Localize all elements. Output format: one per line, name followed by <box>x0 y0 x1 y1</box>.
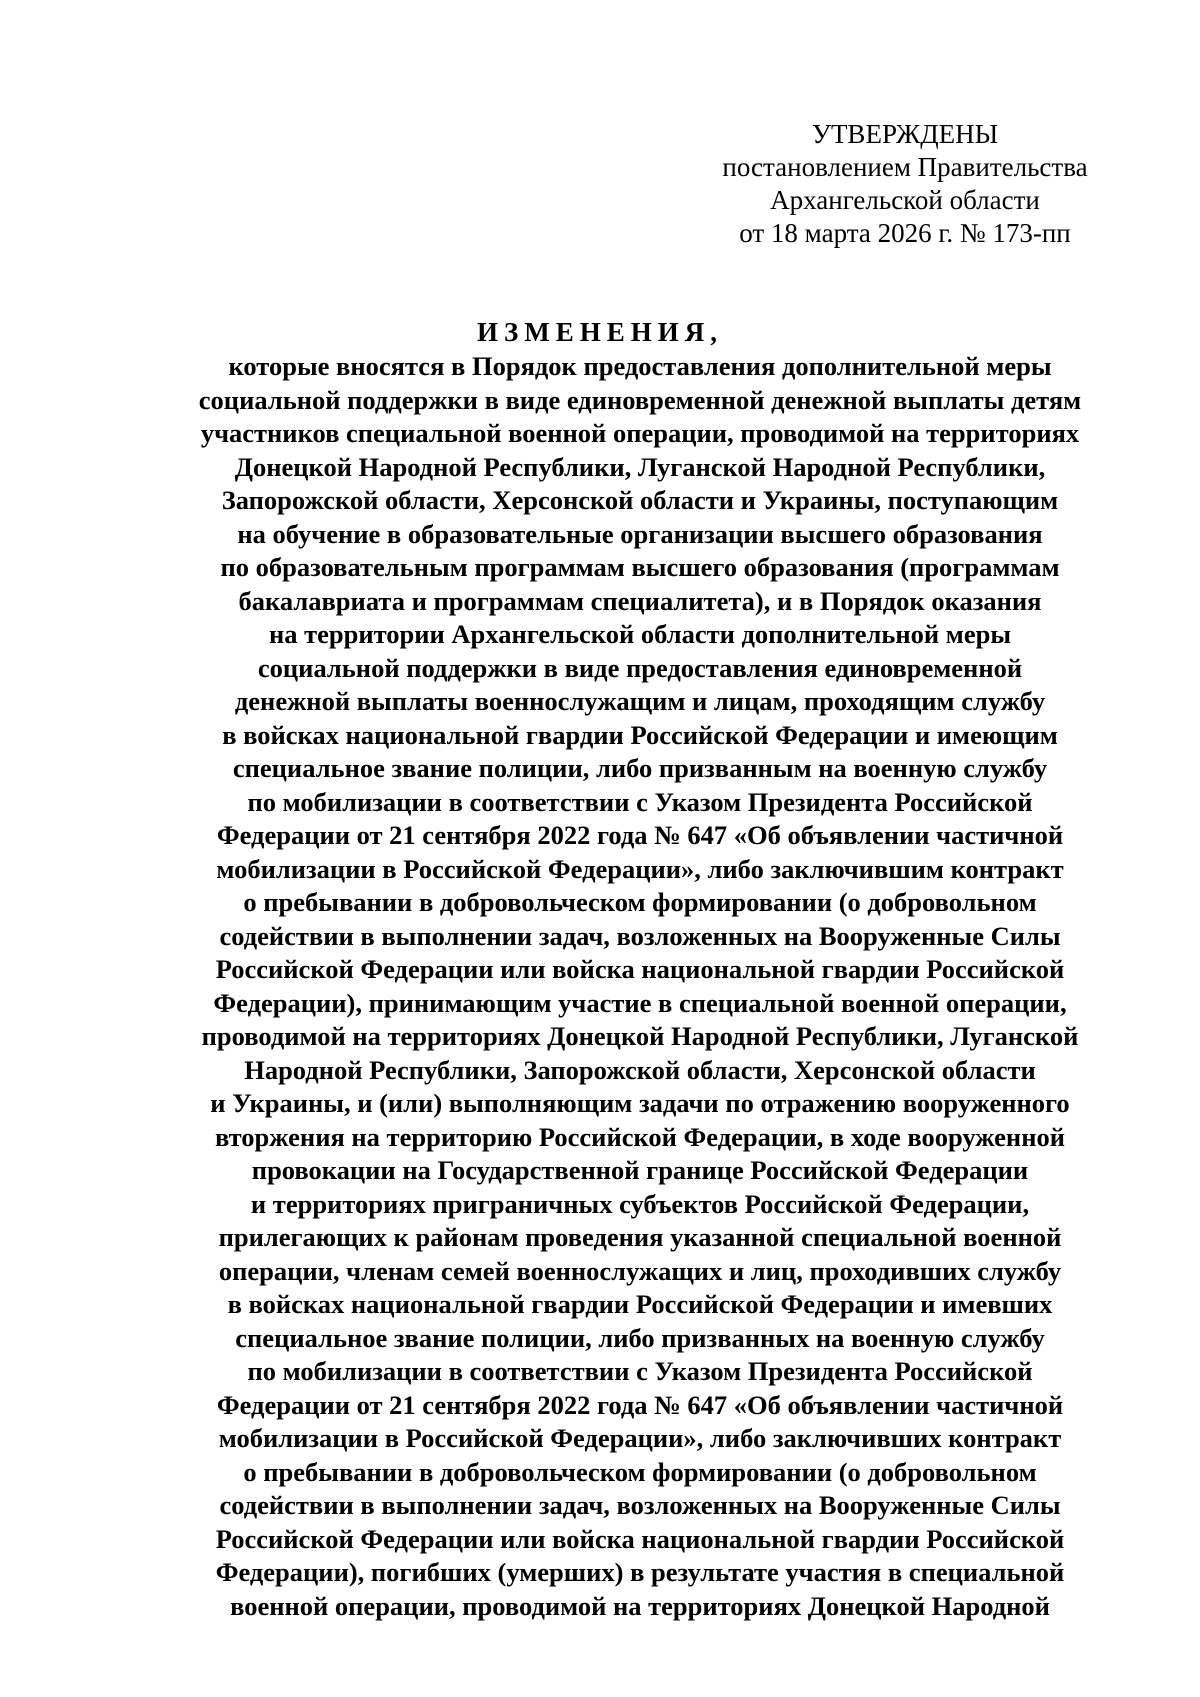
document-subtitle <box>140 350 1140 1623</box>
approval-stamp <box>690 118 1120 250</box>
subtitle-line: денежной выплаты военнослужащим и лицам, проходящим службу <box>234 686 1046 716</box>
subtitle-line: проводимой на территориях Донецкой Народной Республики, Луганской <box>201 1021 1079 1051</box>
subtitle-line: специальное звание полиции, либо призванных на военную службу <box>235 1322 1045 1353</box>
subtitle-line: Донецкой Народной Республики, Луганской Народной Республики, <box>234 451 1046 482</box>
subtitle-line: Российской Федерации или войска национальной гвардии Российской <box>215 954 1065 984</box>
subtitle-line: Федерации), погибших (умерших) в результате участия в специальной <box>215 1557 1065 1587</box>
subtitle-line: специальное звание полиции, либо призванным на военную службу <box>232 753 1048 783</box>
subtitle-line: которые вносятся в Порядок предоставления дополнительной меры <box>228 351 1052 381</box>
subtitle-line: и территориях приграничных субъектов Российской Федерации, <box>250 1188 1030 1219</box>
subtitle-line: в войсках национальной гвардии Российской Федерации и имеющим <box>222 719 1058 750</box>
subtitle-line: мобилизации в Российской Федерации», либо заключивших контракт <box>218 1423 1062 1453</box>
subtitle-line: участников специальной военной операции, проводимой на территориях <box>200 418 1080 448</box>
approval-line: Архангельской области <box>770 185 1040 215</box>
subtitle-line: Федерации), принимающим участие в специальной военной операции, <box>213 987 1067 1018</box>
subtitle-line: вторжения на территорию Российской Федерации, в ходе вооруженной <box>214 1121 1065 1152</box>
subtitle-line: в войсках национальной гвардии Российской Федерации и имевших <box>227 1289 1053 1319</box>
approval-date-number: от 18 марта 2026 г. № 173-пп <box>739 218 1071 248</box>
subtitle-line: и Украины, и (или) выполняющим задачи по отражению вооруженного <box>210 1088 1070 1118</box>
subtitle-line: Российской Федерации или войска национальной гвардии Российской <box>215 1523 1065 1554</box>
subtitle-line: содействии в выполнении задач, возложенных на Вооруженные Силы <box>219 1490 1061 1520</box>
approval-line: постановлением Правительства <box>722 152 1088 182</box>
subtitle-line: о пребывании в добровольческом формировании (о добровольном <box>243 887 1037 917</box>
subtitle-line: Федерации от 21 сентября 2022 года № 647 «Об объявлении частичной <box>216 820 1064 850</box>
subtitle-line: Народной Республики, Запорожской области, Херсонской области <box>244 1054 1036 1085</box>
document-title: ИЗМЕНЕНИЯ, <box>476 317 723 347</box>
subtitle-line: Федерации от 21 сентября 2022 года № 647 «Об объявлении частичной <box>216 1389 1064 1420</box>
subtitle-line: по мобилизации в соответствии с Указом Президента Российской <box>247 1356 1033 1386</box>
subtitle-line: по образовательным программам высшего образования (программам <box>220 552 1060 582</box>
subtitle-line: прилегающих к районам проведения указанной специальной военной <box>218 1222 1062 1252</box>
subtitle-line: о пребывании в добровольческом формировании (о добровольном <box>243 1456 1037 1487</box>
subtitle-line: социальной поддержки в виде единовременной денежной выплаты детям <box>198 384 1082 415</box>
subtitle-line: содействии в выполнении задач, возложенных на Вооруженные Силы <box>219 920 1061 951</box>
subtitle-line: социальной поддержки в виде предоставления единовременной <box>257 652 1023 683</box>
subtitle-line: на территории Архангельской области дополнительной меры <box>268 619 1012 649</box>
subtitle-line: провокации на Государственной границе Российской Федерации <box>251 1155 1029 1185</box>
subtitle-line: мобилизации в Российской Федерации», либо заключившим контракт <box>216 853 1064 884</box>
approval-heading: УТВЕРЖДЕНЫ <box>811 119 999 149</box>
subtitle-line: по мобилизации в соответствии с Указом Президента Российской <box>247 786 1033 817</box>
subtitle-line: Запорожской области, Херсонской области и Украины, поступающим <box>221 485 1059 515</box>
subtitle-line: операции, членам семей военнослужащих и лиц, проходивших службу <box>218 1255 1062 1286</box>
subtitle-line: бакалавриата и программам специалитета), и в Порядок оказания <box>238 585 1042 616</box>
subtitle-line: военной операции, проводимой на территориях Донецкой Народной <box>230 1590 1050 1621</box>
subtitle-line: на обучение в образовательные организации высшего образования <box>237 518 1043 549</box>
